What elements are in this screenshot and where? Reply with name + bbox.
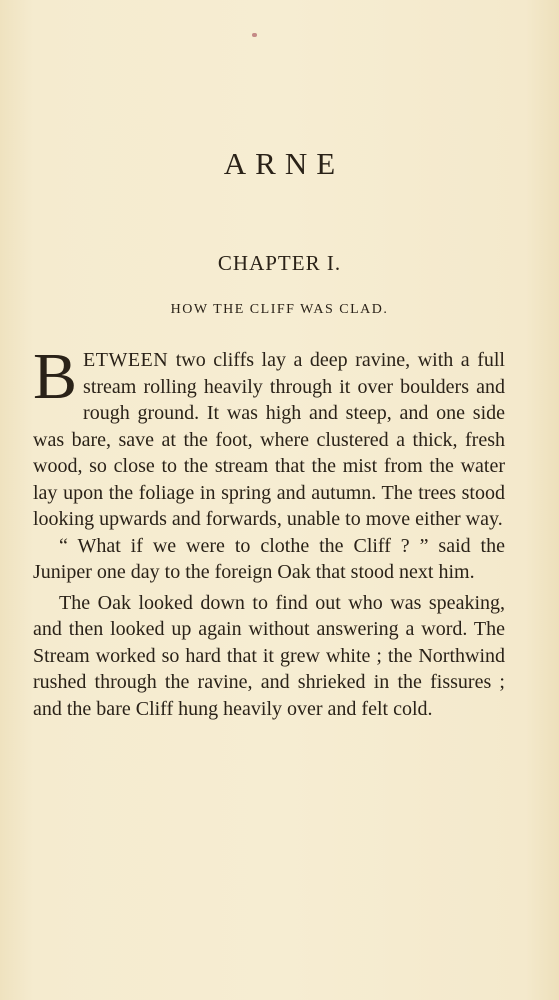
book-title: ARNE: [223, 146, 345, 181]
paragraph-lead-word: ETWEEN: [83, 349, 169, 371]
chapter-heading: CHAPTER I.: [217, 251, 342, 275]
drop-cap: B: [33, 340, 78, 413]
paragraph-1-text: two cliffs lay a deep ravine, with a full stream rolling heavily through it over boulders and rough ground. It was high and steep, and one side was bare, save at the foot, where clustered a thick, fresh wood, so close to the stream that the mist from the water lay upon the foliage in spring and autumn. The trees stood looking upwards and forwards, unable to move either way.: [33, 349, 505, 530]
paragraph-1: [33, 340, 505, 533]
paragraph-3: The Oak looked down to find out who was speaking, and then looked up again without answering a word. The Stream worked so hard that it grew white ; the Northwind rushed through the ravine, and shrieked in the fissures ; and the bare Cliff hung heavily over and felt cold.: [33, 591, 505, 720]
chapter-subtitle: HOW THE CLIFF WAS CLAD.: [170, 302, 389, 317]
paragraph-2: “ What if we were to clothe the Cliff ? ” said the Juniper one day to the foreign Oak that stood next him.: [33, 534, 505, 583]
chapter-text: [33, 340, 505, 722]
paper-blemish: [252, 33, 257, 37]
